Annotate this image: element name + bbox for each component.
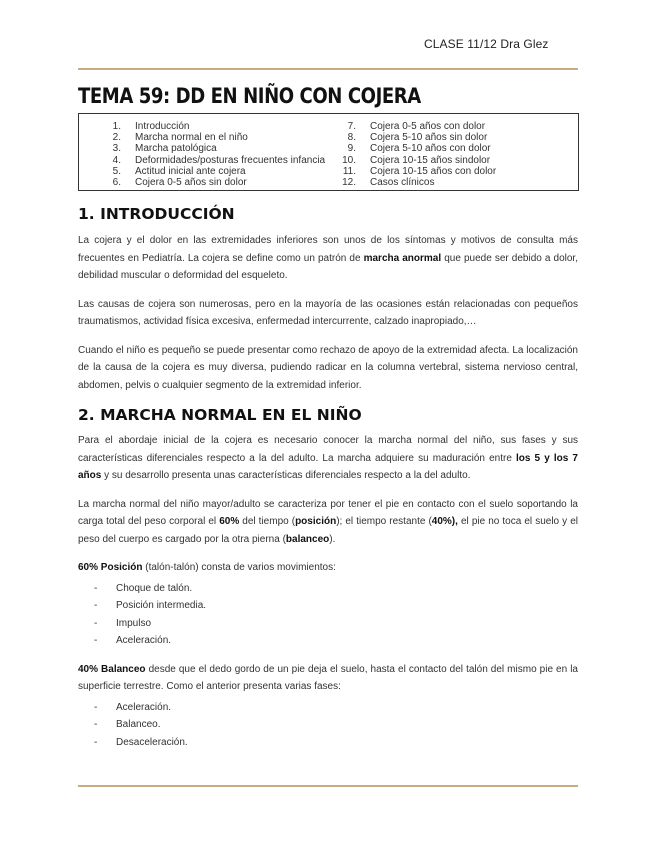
section-marcha-normal	[78, 405, 578, 751]
toc-number: 7.	[347, 121, 356, 132]
paragraph: Las causas de cojera son numerosas, pero en la mayoría de las ocasiones están relacionadas con pequeños traumatismos, actividad física excesiva, enfermedad intercurrente, calzado inapropiado,…	[78, 298, 578, 327]
list-item: - Aceleración.	[94, 635, 172, 646]
toc-number: 1.	[112, 121, 121, 132]
list-item: - Posición intermedia.	[94, 600, 207, 611]
toc-number: 3.	[112, 143, 121, 155]
document-body	[78, 204, 578, 762]
toc-label: Actitud inicial ante cojera	[135, 165, 246, 177]
toc-label: Marcha patológica	[135, 143, 217, 155]
toc-label: Marcha normal en el niño	[135, 132, 248, 144]
list-item: - Balanceo.	[94, 719, 161, 730]
balanceo-intro: 40% Balanceo desde que el dedo gordo de un pie deja el suelo, hasta el contacto del talón del mismo pie en la superficie terrestre. Como el anterior presenta varias fases:	[78, 663, 578, 692]
toc-number: 6.	[112, 176, 121, 188]
toc-item	[334, 132, 496, 143]
toc-label: Cojera 0-5 años sin dolor	[135, 176, 247, 188]
toc-label: Casos clínicos	[370, 176, 435, 188]
header-divider	[78, 68, 578, 70]
list-item: - Desaceleración.	[94, 736, 188, 748]
toc-number: 8.	[347, 132, 356, 144]
toc-label: Cojera 10-15 años sindolor	[370, 154, 491, 166]
toc-label: Cojera 5-10 años con dolor	[370, 143, 491, 155]
toc-item	[334, 155, 496, 166]
toc-item	[334, 143, 496, 154]
list-item: - Choque de talón.	[94, 582, 193, 594]
toc-item	[334, 166, 496, 177]
section-heading: 2. MARCHA NORMAL EN EL NIÑO	[78, 406, 362, 424]
posicion-list	[78, 580, 578, 650]
toc-item	[93, 121, 325, 132]
section-introduccion	[78, 204, 578, 394]
toc-label: Introducción	[135, 121, 190, 132]
toc-item	[93, 155, 325, 166]
paragraph: La marcha normal del niño mayor/adulto se caracteriza por tener el pie en contacto con el suelo soportando la carga total del peso corporal el 60% del tiempo (posición); el tiempo restante (40%), el pie no toca el suelo y el peso del cuerpo es cargado por la otra pierna (balanceo).	[78, 498, 578, 545]
toc-item	[93, 166, 325, 177]
page-title: TEMA 59: DD EN NIÑO CON COJERA	[78, 84, 421, 108]
toc-label: Cojera 0-5 años con dolor	[370, 121, 486, 132]
toc-number: 4.	[112, 154, 121, 166]
list-item: - Aceleración.	[94, 701, 172, 713]
section-heading: 1. INTRODUCCIÓN	[78, 205, 235, 223]
toc-left-column	[93, 121, 325, 188]
toc-item	[93, 143, 325, 154]
toc-item	[334, 121, 496, 132]
toc-number: 11.	[342, 165, 356, 177]
balanceo-list	[78, 699, 578, 752]
toc-number: 5.	[112, 165, 121, 177]
posicion-intro: 60% Posición (talón-talón) consta de varios movimientos:	[78, 562, 336, 573]
table-of-contents	[78, 113, 579, 191]
paragraph: Para el abordaje inicial de la cojera es necesario conocer la marcha normal del niño, sus fases y sus características diferenciales respecto a la del adulto. La marcha adquiere su maduración entre los 5 y los 7 años y su desarrollo presenta unas características diferenciales respecto a la del adulto.	[78, 435, 578, 481]
paragraph: La cojera y el dolor en las extremidades inferiores son unos de los síntomas y motivos de consulta más frecuentes en Pediatría. La cojera se define como un patrón de marcha anormal que puede ser debido a dolor, debilidad muscular o deformidad del esqueleto.	[78, 235, 578, 281]
toc-item	[93, 132, 325, 143]
toc-number: 9.	[347, 143, 356, 155]
toc-right-column	[334, 121, 496, 188]
toc-label: Deformidades/posturas frecuentes infancia	[135, 154, 326, 166]
toc-label: Cojera 5-10 años sin dolor	[370, 132, 488, 144]
toc-label: Cojera 10-15 años con dolor	[370, 165, 497, 177]
toc-item	[93, 177, 325, 188]
list-item: - Impulso	[94, 617, 152, 629]
toc-number: 12.	[342, 176, 356, 188]
toc-number: 10.	[342, 154, 356, 166]
toc-item	[334, 177, 496, 188]
footer-divider	[78, 785, 578, 787]
toc-number: 2.	[112, 132, 121, 144]
paragraph: Cuando el niño es pequeño se puede presentar como rechazo de apoyo de la extremidad afecta. La localización de la causa de la cojera es muy diversa, pudiendo radicar en la columna vertebral, sistema nervioso central, abdomen, pelvis o cualquier segmento de la extremidad inferior.	[78, 344, 578, 391]
page-header: CLASE 11/12 Dra Glez	[424, 37, 549, 51]
